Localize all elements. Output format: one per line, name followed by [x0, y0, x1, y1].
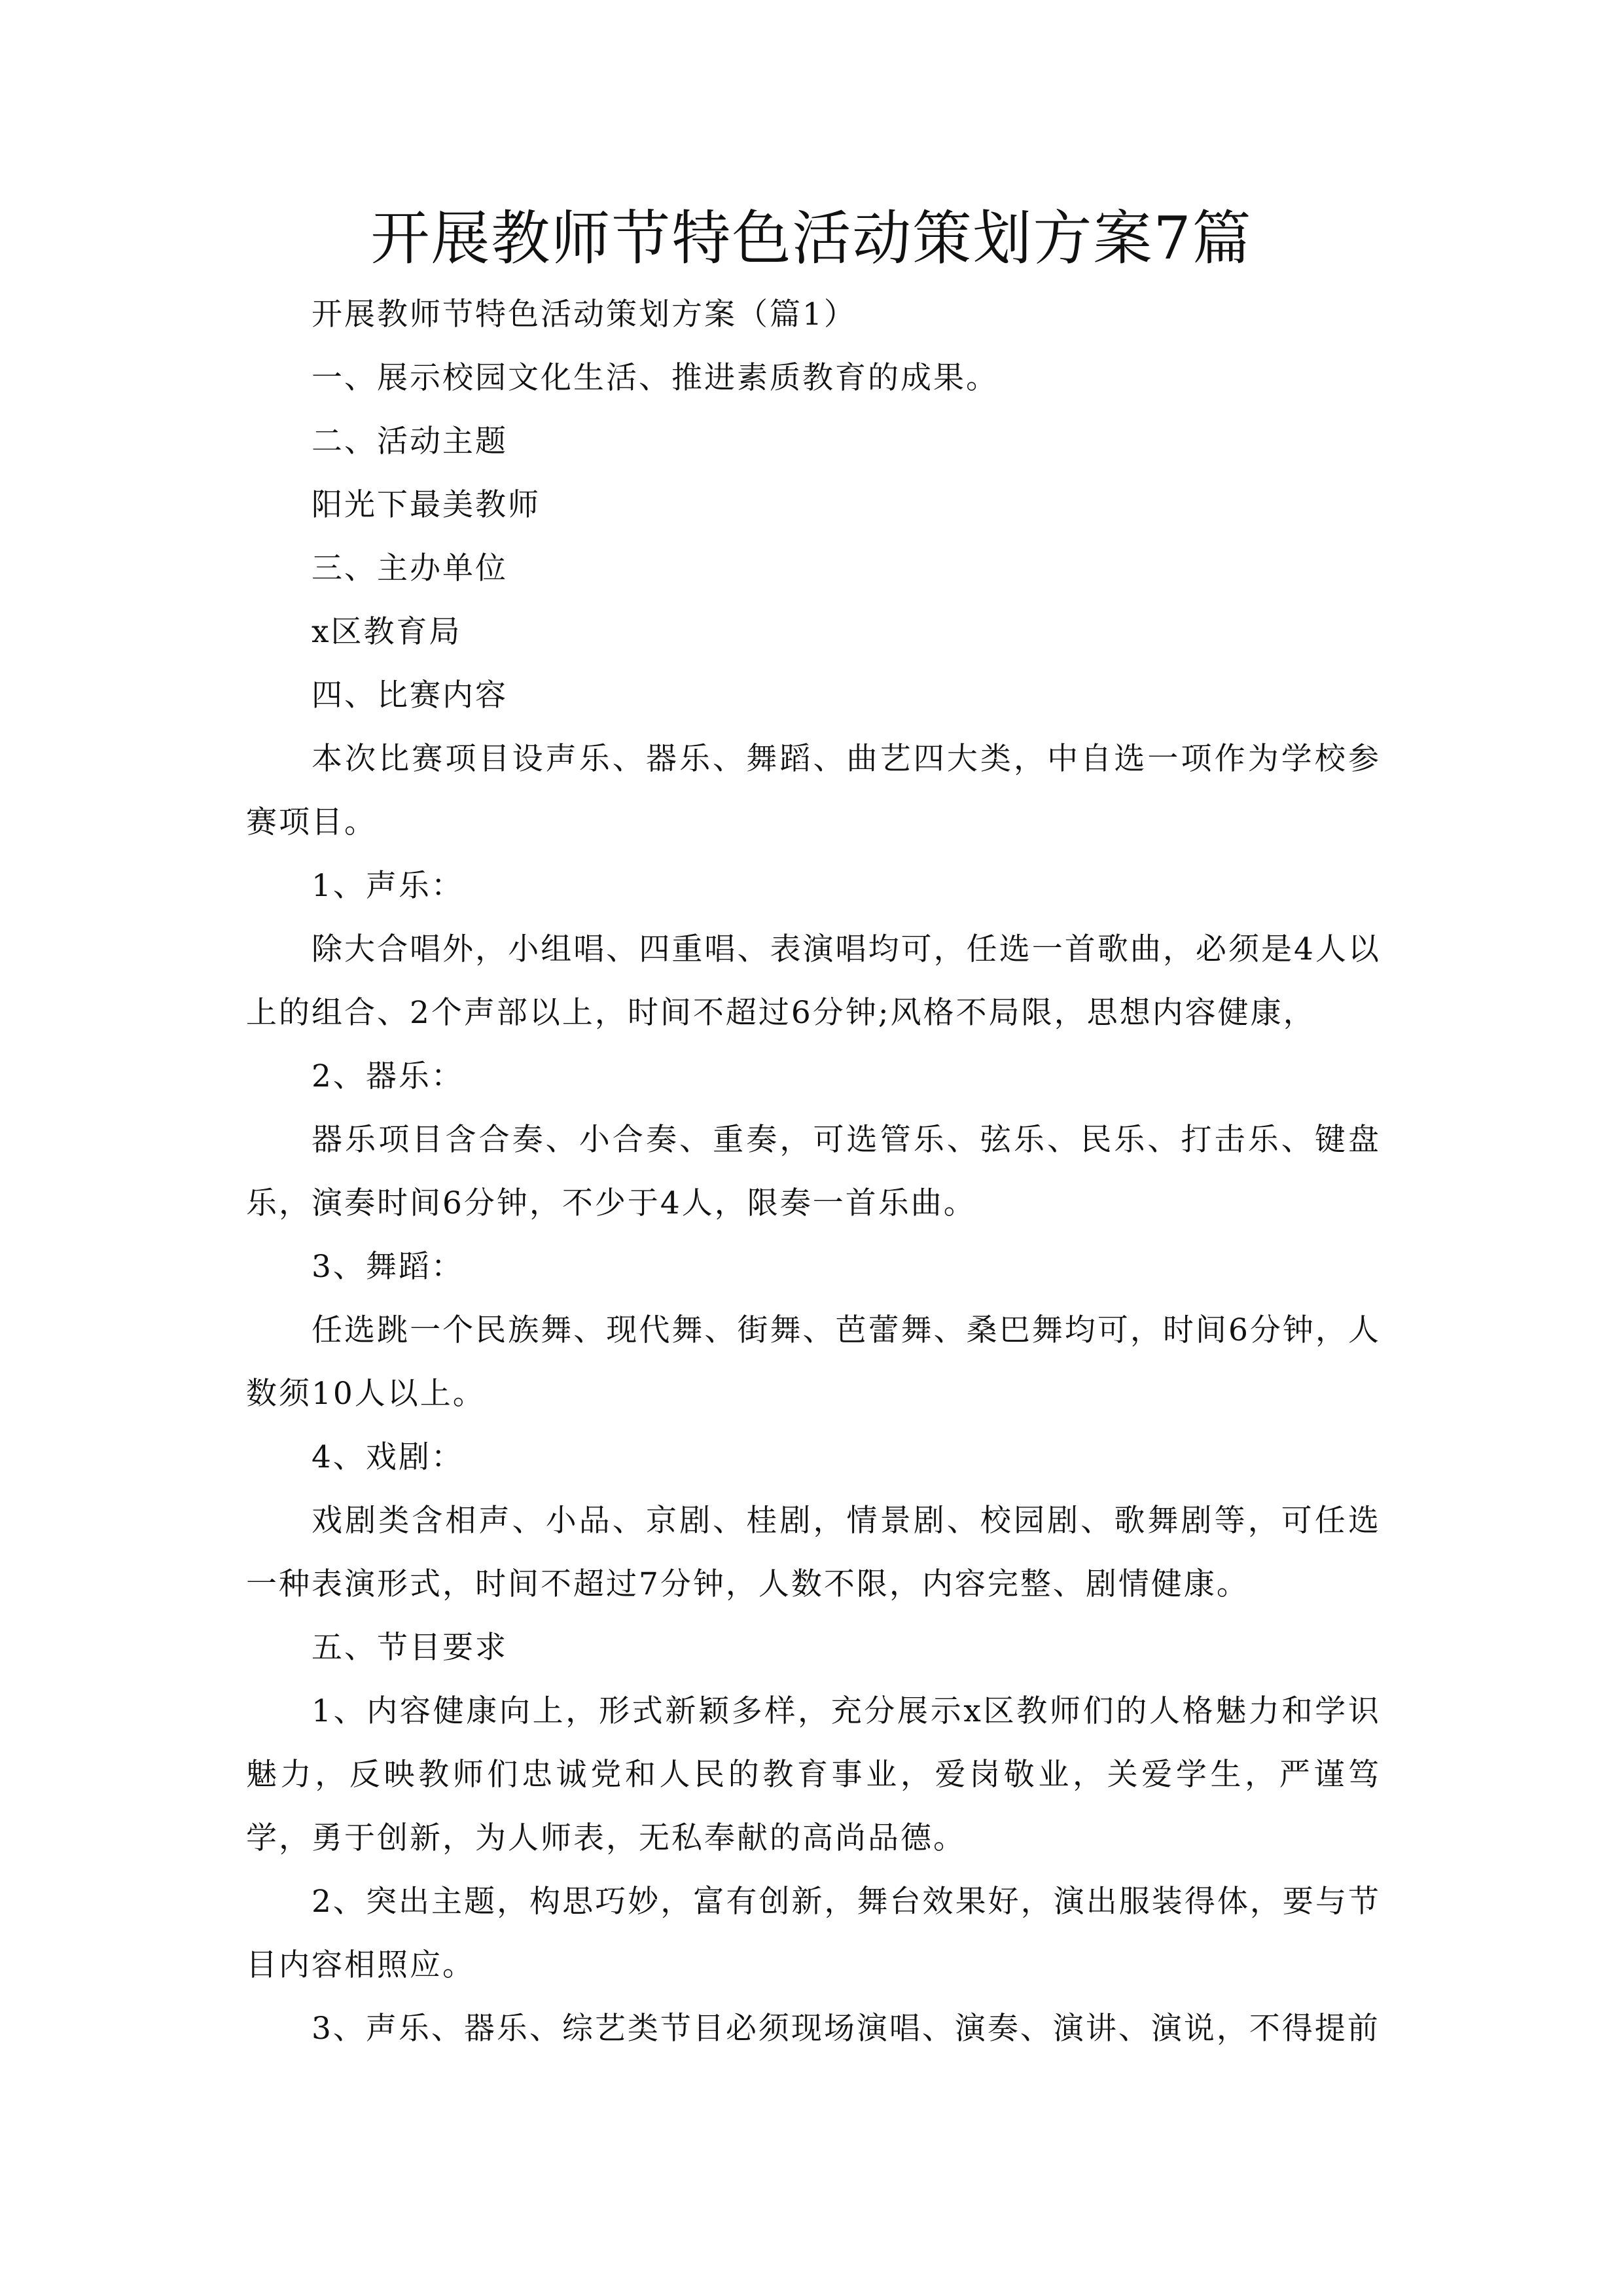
paragraph-vocal-body: 除大合唱外，小组唱、四重唱、表演唱均可，任选一首歌曲，必须是4人以上的组合、2个声部以上，时间不超过6分钟;风格不局限，思想内容健康，	[246, 931, 1381, 1031]
paragraph-organizer: x区教育局	[312, 614, 462, 650]
paragraph-vocal-heading: 1、声乐：	[312, 868, 464, 904]
paragraph-dance-heading: 3、舞蹈：	[312, 1249, 464, 1285]
paragraph-section-3-heading: 三、主办单位	[312, 550, 508, 586]
paragraph-instrumental-heading: 2、器乐：	[312, 1058, 464, 1094]
paragraph-section-1: 一、展示校园文化生活、推进素质教育的成果。	[312, 360, 999, 396]
paragraph-section-4-heading: 四、比赛内容	[312, 677, 508, 713]
paragraph-requirement-3: 3、声乐、器乐、综艺类节目必须现场演唱、演奏、演讲、演说，不得提前	[312, 2011, 1380, 2047]
paragraph-section-2-heading: 二、活动主题	[312, 423, 508, 459]
document-body	[246, 283, 1381, 2060]
paragraph-contest-overview: 本次比赛项目设声乐、器乐、舞蹈、曲艺四大类，中自选一项作为学校参赛项目。	[246, 741, 1381, 840]
paragraph-section-5-heading: 五、节目要求	[312, 1630, 508, 1666]
paragraph-subtitle: 开展教师节特色活动策划方案（篇1）	[312, 296, 857, 332]
paragraph-instrumental-body: 器乐项目含合奏、小合奏、重奏，可选管乐、弦乐、民乐、打击乐、键盘乐，演奏时间6分钟，不少于4人，限奏一首乐曲。	[246, 1122, 1381, 1221]
paragraph-theme: 阳光下最美教师	[312, 487, 541, 523]
paragraph-requirement-1: 1、内容健康向上，形式新颖多样，充分展示x区教师们的人格魅力和学识魅力，反映教师们忠诚党和人民的教育事业，爱岗敬业，关爱学生，严谨笃学，勇于创新，为人师表，无私奉献的高尚品德。	[246, 1693, 1381, 1856]
paragraph-requirement-2: 2、突出主题，构思巧妙，富有创新，舞台效果好，演出服装得体，要与节目内容相照应。	[246, 1884, 1381, 1983]
document-title: 开展教师节特色活动策划方案7篇	[370, 204, 1253, 273]
paragraph-drama-heading: 4、戏剧：	[312, 1439, 464, 1475]
paragraph-drama-body: 戏剧类含相声、小品、京剧、桂剧，情景剧、校园剧、歌舞剧等，可任选一种表演形式，时间不超过7分钟，人数不限，内容完整、剧情健康。	[246, 1503, 1381, 1602]
paragraph-dance-body: 任选跳一个民族舞、现代舞、街舞、芭蕾舞、桑巴舞均可，时间6分钟，人数须10人以上。	[246, 1312, 1381, 1412]
